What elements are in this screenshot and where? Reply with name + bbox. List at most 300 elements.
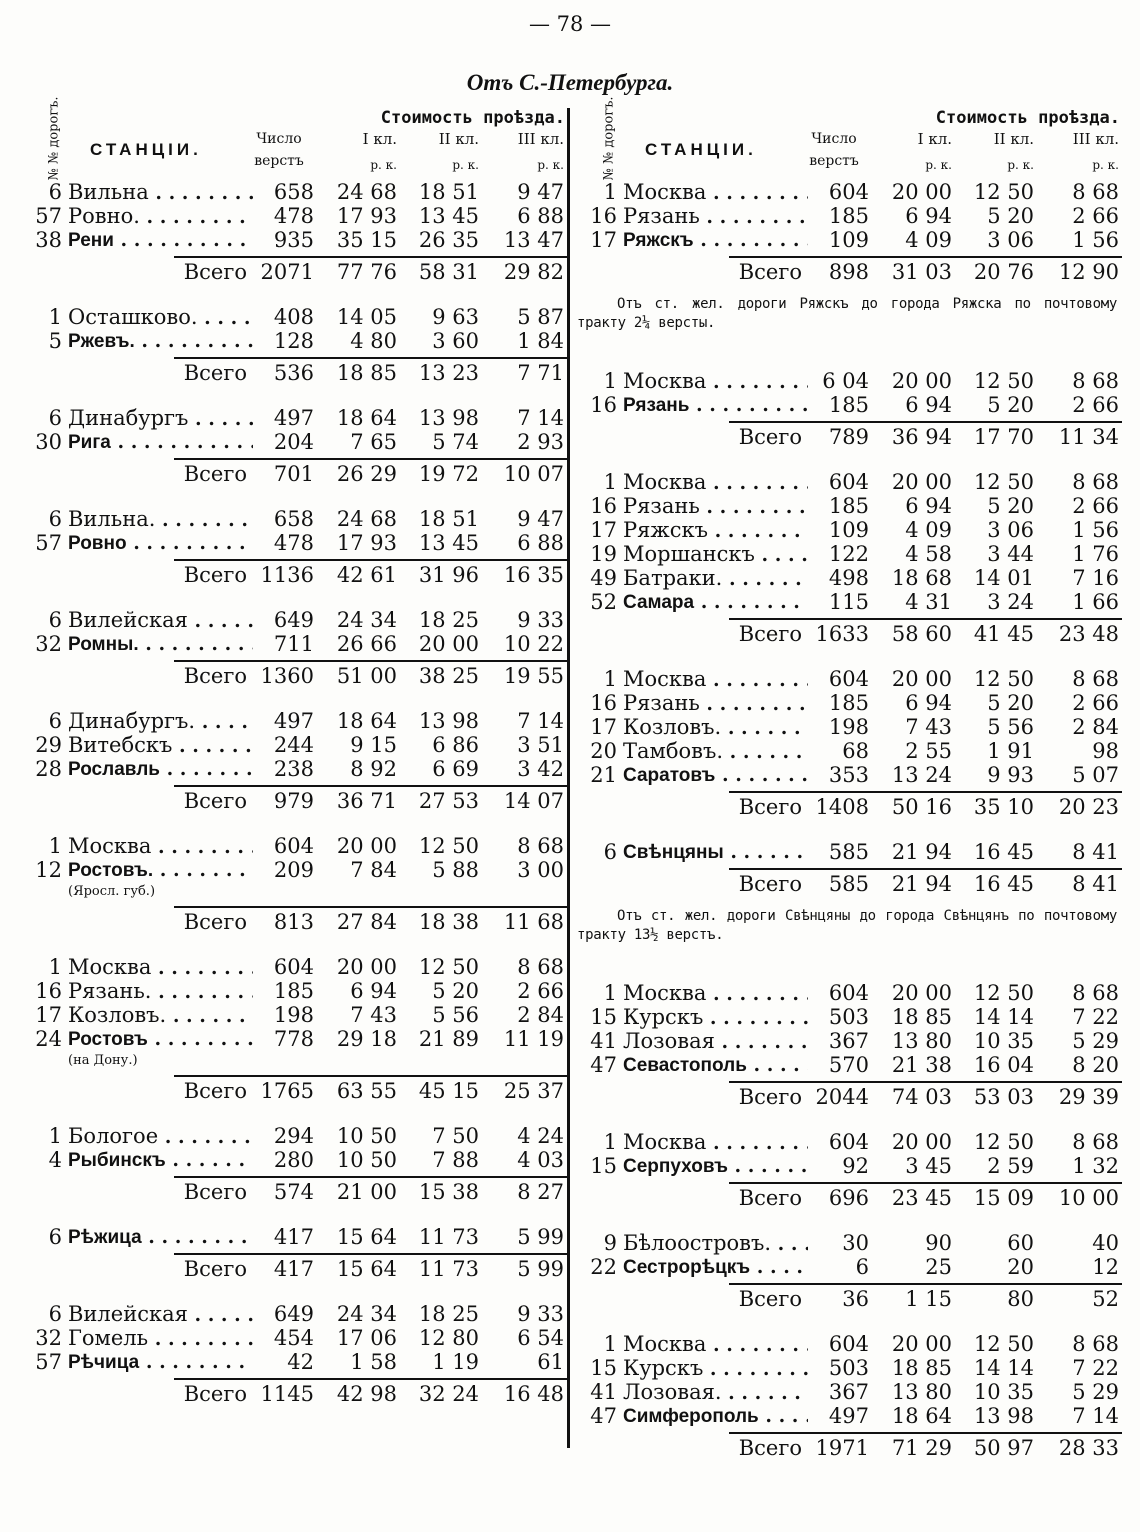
versts: 294	[273, 1124, 314, 1148]
total-versts: 696	[828, 1186, 869, 1210]
total-row	[729, 868, 1122, 901]
table-row	[577, 566, 1122, 590]
fare-class-2: 3 60	[432, 329, 479, 353]
fare-class-3: 1 56	[1072, 518, 1119, 542]
station-name: Козловъ. . . .	[68, 1003, 253, 1028]
fare-class-1: 18 85	[891, 1005, 952, 1029]
road-number: 5	[48, 329, 62, 353]
fare-class-3: 10 22	[503, 632, 564, 656]
station-name: Рязань . . .	[623, 494, 808, 519]
versts: 280	[273, 1148, 314, 1172]
table-header	[577, 96, 1122, 181]
road-number: 6	[48, 180, 62, 204]
total-label: Всего	[738, 622, 802, 646]
fare-class-2: 7 50	[432, 1124, 479, 1148]
table-row	[577, 1255, 1122, 1279]
total-label: Всего	[738, 1287, 802, 1311]
station-name: Курскъ . . .	[623, 1005, 808, 1030]
fare-class-3: 5 87	[517, 305, 564, 329]
fare-class-2: 18 25	[418, 608, 479, 632]
total-label: Всего	[738, 260, 802, 284]
fare-class-3: 1 56	[1072, 228, 1119, 252]
total-row	[729, 791, 1122, 824]
versts: 649	[273, 608, 314, 632]
total-class-1: 51 00	[336, 664, 397, 688]
total-class-3: 25 37	[503, 1079, 564, 1103]
total-versts: 979	[273, 789, 314, 813]
table-row	[22, 834, 567, 858]
table-row	[22, 1003, 567, 1027]
total-class-2: 17 70	[973, 425, 1034, 449]
road-number: 32	[35, 632, 62, 656]
total-label: Всего	[183, 462, 247, 486]
total-class-3: 10 07	[503, 462, 564, 486]
total-class-2: 45 15	[418, 1079, 479, 1103]
station-name: Динабургъ. . . .	[68, 709, 253, 734]
total-label: Всего	[738, 1085, 802, 1109]
class-header: II кл.	[438, 130, 479, 148]
table-row	[577, 715, 1122, 739]
rubles-kopeks-label: р. к.	[452, 158, 479, 172]
total-label: Всего	[738, 425, 802, 449]
versts: 128	[273, 329, 314, 353]
total-row	[729, 1432, 1122, 1465]
road-number: 6	[48, 1302, 62, 1326]
group-spacer	[22, 693, 567, 709]
route-group	[577, 981, 1122, 1130]
fare-class-3: 7 14	[517, 406, 564, 430]
group-spacer	[22, 1108, 567, 1124]
fare-class-3: 40	[1092, 1231, 1119, 1255]
route-group	[577, 840, 1122, 981]
fare-class-3: 4 24	[517, 1124, 564, 1148]
versts: 658	[273, 507, 314, 531]
fare-class-3: 9 47	[517, 507, 564, 531]
fare-class-3: 1 66	[1072, 590, 1119, 614]
fare-class-1: 24 34	[336, 1302, 397, 1326]
route-group	[22, 406, 567, 507]
versts: 367	[828, 1029, 869, 1053]
station-name: Ростовъ. . . .	[68, 858, 253, 883]
versts: 185	[273, 979, 314, 1003]
fare-class-2: 12 50	[973, 470, 1034, 494]
route-group	[22, 608, 567, 709]
route-note: Отъ ст. жел. дороги Ряжскъ до города Ряжска по почтовому тракту 2¼ версты.	[577, 296, 1117, 331]
total-label: Всего	[183, 1079, 247, 1103]
fare-class-1: 6 94	[905, 494, 952, 518]
versts: 6	[855, 1255, 869, 1279]
fare-class-3: 2 84	[1072, 715, 1119, 739]
table-row	[577, 739, 1122, 763]
versts: 408	[273, 305, 314, 329]
versts: 30	[842, 1231, 869, 1255]
station-name: Ровно . . .	[68, 531, 253, 556]
versts: 185	[828, 494, 869, 518]
total-class-1: 27 84	[336, 910, 397, 934]
fare-class-1: 17 93	[336, 204, 397, 228]
table-row	[577, 494, 1122, 518]
fare-class-1: 8 92	[350, 757, 397, 781]
fare-class-1: 4 09	[905, 228, 952, 252]
road-number: 1	[603, 180, 617, 204]
station-name: Ромны. . . .	[68, 632, 253, 657]
fare-class-3: 8 68	[1072, 369, 1119, 393]
fare-class-3: 7 22	[1072, 1005, 1119, 1029]
group-spacer	[577, 1465, 1122, 1481]
total-class-2: 58 31	[418, 260, 479, 284]
total-values	[577, 622, 1122, 646]
total-class-3: 8 27	[517, 1180, 564, 1204]
fare-class-1: 4 31	[905, 590, 952, 614]
road-number: 15	[590, 1154, 617, 1178]
route-group	[22, 955, 567, 1124]
station-name: Ржевъ. . . .	[68, 329, 253, 354]
total-versts: 789	[828, 425, 869, 449]
total-class-3: 23 48	[1058, 622, 1119, 646]
total-class-1: 50 16	[891, 795, 952, 819]
column-divider	[567, 108, 570, 1448]
total-row	[174, 1075, 567, 1108]
table-row	[22, 204, 567, 228]
total-label: Всего	[738, 1436, 802, 1460]
station-name: Бологое . . .	[68, 1124, 253, 1149]
table-row	[22, 180, 567, 204]
versts: 649	[273, 1302, 314, 1326]
route-group	[22, 1302, 567, 1427]
fare-class-2: 2 59	[987, 1154, 1034, 1178]
fare-class-2: 5 56	[432, 1003, 479, 1027]
total-row	[174, 660, 567, 693]
versts: 503	[828, 1356, 869, 1380]
fare-class-2: 14 14	[973, 1005, 1034, 1029]
road-number: 19	[590, 542, 617, 566]
total-class-3: 5 99	[517, 1257, 564, 1281]
fare-class-3: 6 54	[517, 1326, 564, 1350]
table-row	[22, 733, 567, 757]
fare-class-1: 20 00	[336, 955, 397, 979]
versts: 497	[828, 1404, 869, 1428]
group-spacer	[22, 1209, 567, 1225]
fare-class-3: 11 19	[503, 1027, 564, 1051]
route-group	[577, 369, 1122, 470]
total-class-3: 29 39	[1058, 1085, 1119, 1109]
fare-class-3: 1 76	[1072, 542, 1119, 566]
versts: 497	[273, 709, 314, 733]
total-class-1: 58 60	[891, 622, 952, 646]
fare-class-1: 6 94	[905, 204, 952, 228]
fare-class-3: 13 47	[503, 228, 564, 252]
total-values	[22, 462, 567, 486]
station-name: Лозовая . . .	[623, 1029, 808, 1054]
fare-class-3: 4 03	[517, 1148, 564, 1172]
total-label: Всего	[738, 795, 802, 819]
road-number: 6	[48, 608, 62, 632]
road-number: 1	[603, 1332, 617, 1356]
fare-class-2: 60	[1007, 1231, 1034, 1255]
versts: 604	[828, 1332, 869, 1356]
fare-class-2: 12 50	[973, 981, 1034, 1005]
table-row	[577, 1053, 1122, 1077]
page-title: Отъ С.-Петербурга.	[466, 70, 674, 95]
fare-class-1: 24 34	[336, 608, 397, 632]
total-class-1: 71 29	[891, 1436, 952, 1460]
table-row	[22, 608, 567, 632]
versts: 778	[273, 1027, 314, 1051]
total-row	[174, 1253, 567, 1286]
total-row	[174, 458, 567, 491]
total-label: Всего	[183, 1257, 247, 1281]
route-group	[22, 709, 567, 834]
fare-class-1: 6 94	[350, 979, 397, 1003]
fare-class-3: 6 88	[517, 204, 564, 228]
total-versts: 36	[842, 1287, 869, 1311]
table-row	[577, 1356, 1122, 1380]
fare-class-2: 5 88	[432, 858, 479, 882]
fare-class-3: 1 84	[517, 329, 564, 353]
fare-class-1: 10 50	[336, 1124, 397, 1148]
station-name: Осташково. . . .	[68, 305, 253, 330]
total-class-1: 74 03	[891, 1085, 952, 1109]
class-header: I кл.	[362, 130, 397, 148]
fare-class-2: 5 20	[432, 979, 479, 1003]
route-group	[577, 667, 1122, 840]
group-spacer	[22, 390, 567, 406]
fare-class-3: 8 68	[1072, 1130, 1119, 1154]
table-row	[22, 757, 567, 781]
table-row	[577, 180, 1122, 204]
fare-class-1: 10 50	[336, 1148, 397, 1172]
total-versts: 1360	[260, 664, 314, 688]
total-class-3: 16 35	[503, 563, 564, 587]
fare-class-1: 18 64	[336, 709, 397, 733]
rubles-kopeks-label: р. к.	[1092, 158, 1119, 172]
table-row	[577, 369, 1122, 393]
station-name: Москва . . .	[623, 470, 808, 495]
total-versts: 813	[273, 910, 314, 934]
total-class-2: 20 76	[973, 260, 1034, 284]
fare-class-2: 3 24	[987, 590, 1034, 614]
fare-class-1: 35 15	[336, 228, 397, 252]
fare-class-3: 2 66	[1072, 393, 1119, 417]
total-versts: 417	[273, 1257, 314, 1281]
station-name: Рязань. . . .	[68, 979, 253, 1004]
left-column	[22, 96, 567, 1427]
total-class-2: 16 45	[973, 872, 1034, 896]
fare-class-2: 13 98	[418, 406, 479, 430]
table-row	[577, 518, 1122, 542]
total-values	[577, 795, 1122, 819]
fare-class-2: 26 35	[418, 228, 479, 252]
fare-class-3: 2 66	[1072, 691, 1119, 715]
road-number: 1	[603, 470, 617, 494]
table-row	[577, 470, 1122, 494]
versts: 42	[287, 1350, 314, 1374]
fare-class-2: 5 20	[987, 393, 1034, 417]
total-row	[174, 785, 567, 818]
route-group	[22, 507, 567, 608]
road-number: 22	[590, 1255, 617, 1279]
versts: 478	[273, 531, 314, 555]
station-name: Витебскъ . . .	[68, 733, 253, 758]
road-number: 30	[35, 430, 62, 454]
group-spacer	[22, 1411, 567, 1427]
road-number: 6	[48, 406, 62, 430]
total-values	[22, 1382, 567, 1406]
fare-class-2: 5 20	[987, 691, 1034, 715]
versts: 711	[273, 632, 314, 656]
road-number: 49	[590, 566, 617, 590]
total-class-3: 12 90	[1058, 260, 1119, 284]
total-class-2: 38 25	[418, 664, 479, 688]
class-header: III кл.	[517, 130, 564, 148]
fare-class-1: 29 18	[336, 1027, 397, 1051]
rubles-kopeks-label: р. к.	[1007, 158, 1034, 172]
total-values	[22, 789, 567, 813]
station-name: Рязань . . .	[623, 204, 808, 229]
right-column	[577, 96, 1122, 1481]
table-row	[22, 430, 567, 454]
table-row	[22, 329, 567, 353]
total-class-1: 23 45	[891, 1186, 952, 1210]
total-values	[577, 1287, 1122, 1311]
total-row	[174, 906, 567, 939]
road-number: 21	[590, 763, 617, 787]
table-row	[22, 632, 567, 656]
total-label: Всего	[183, 664, 247, 688]
station-name: Рѣчица . . .	[68, 1350, 253, 1375]
road-number: 12	[35, 858, 62, 882]
station-name: Козловъ. . . .	[623, 715, 808, 740]
route-group	[577, 1130, 1122, 1231]
versts: 122	[828, 542, 869, 566]
total-versts: 2071	[260, 260, 314, 284]
fare-class-1: 20 00	[891, 180, 952, 204]
total-label: Всего	[738, 872, 802, 896]
total-class-2: 32 24	[418, 1382, 479, 1406]
fare-class-3: 2 93	[517, 430, 564, 454]
total-class-3: 11 68	[503, 910, 564, 934]
station-name: Саратовъ . . .	[623, 763, 808, 788]
table-row	[577, 763, 1122, 787]
fare-class-3: 61	[537, 1350, 564, 1374]
station-name: Ростовъ . . .	[68, 1027, 253, 1052]
fare-class-2: 12 50	[418, 955, 479, 979]
table-row	[22, 1350, 567, 1374]
total-class-2: 50 97	[973, 1436, 1034, 1460]
total-label: Всего	[738, 1186, 802, 1210]
total-class-3: 19 55	[503, 664, 564, 688]
versts-header	[799, 128, 869, 172]
table-row	[577, 1332, 1122, 1356]
fare-class-2: 18 25	[418, 1302, 479, 1326]
versts: 604	[828, 1130, 869, 1154]
group-spacer	[22, 592, 567, 608]
versts: 367	[828, 1380, 869, 1404]
fare-class-1: 4 58	[905, 542, 952, 566]
fare-class-1: 14 05	[336, 305, 397, 329]
table-row	[577, 228, 1122, 252]
road-number: 16	[590, 393, 617, 417]
total-row	[174, 1176, 567, 1209]
road-number: 1	[48, 1124, 62, 1148]
total-label: Всего	[183, 361, 247, 385]
total-label: Всего	[183, 1180, 247, 1204]
total-values	[577, 260, 1122, 284]
road-number: 57	[35, 204, 62, 228]
station-name: Батраки. . . .	[623, 566, 808, 591]
road-number: 47	[590, 1053, 617, 1077]
total-versts: 1971	[815, 1436, 869, 1460]
total-class-1: 36 94	[891, 425, 952, 449]
versts: 209	[273, 858, 314, 882]
fare-class-1: 18 64	[891, 1404, 952, 1428]
fare-class-3: 12	[1092, 1255, 1119, 1279]
versts-label-2: верстъ	[809, 153, 859, 169]
total-class-3: 52	[1092, 1287, 1119, 1311]
total-row	[174, 559, 567, 592]
table-row	[577, 1404, 1122, 1428]
table-row	[577, 981, 1122, 1005]
total-row	[729, 1081, 1122, 1114]
fare-class-2: 18 51	[418, 507, 479, 531]
station-name: Москва . . .	[623, 667, 808, 692]
versts: 68	[842, 739, 869, 763]
station-name: Москва . . .	[623, 1332, 808, 1357]
fare-class-3: 5 29	[1072, 1029, 1119, 1053]
fare-class-2: 3 44	[987, 542, 1034, 566]
total-class-2: 19 72	[418, 462, 479, 486]
fare-class-1: 3 45	[905, 1154, 952, 1178]
table-row	[577, 840, 1122, 864]
station-name: Вильна. . . .	[68, 507, 253, 532]
versts: 198	[273, 1003, 314, 1027]
versts: 935	[273, 228, 314, 252]
fare-class-1: 2 55	[905, 739, 952, 763]
fare-class-3: 1 32	[1072, 1154, 1119, 1178]
total-class-1: 36 71	[336, 789, 397, 813]
fare-class-2: 10 35	[973, 1029, 1034, 1053]
versts: 204	[273, 430, 314, 454]
road-number-header	[22, 96, 64, 181]
total-label: Всего	[183, 260, 247, 284]
station-name: Москва . . .	[623, 1130, 808, 1155]
road-number: 16	[590, 494, 617, 518]
versts: 604	[273, 834, 314, 858]
total-class-3: 7 71	[517, 361, 564, 385]
station-name: Рыбинскъ . . .	[68, 1148, 253, 1173]
fare-class-1: 20 00	[891, 1130, 952, 1154]
road-number: 17	[590, 715, 617, 739]
station-name: Севастополь . . .	[623, 1053, 808, 1078]
station-name: Рени . . .	[68, 228, 253, 253]
total-versts: 574	[273, 1180, 314, 1204]
fare-class-2: 11 73	[418, 1225, 479, 1249]
fare-class-2: 10 35	[973, 1380, 1034, 1404]
road-number: 1	[48, 305, 62, 329]
fare-class-1: 4 09	[905, 518, 952, 542]
table-row	[22, 1225, 567, 1249]
road-number: 20	[590, 739, 617, 763]
cost-header: Стоимость проѣзда.	[380, 108, 565, 128]
road-number: 1	[603, 981, 617, 1005]
table-row	[577, 590, 1122, 614]
total-versts: 2044	[815, 1085, 869, 1109]
table-row	[22, 507, 567, 531]
table-row	[22, 955, 567, 979]
route-group	[577, 1332, 1122, 1481]
fare-class-2: 14 14	[973, 1356, 1034, 1380]
total-row	[729, 618, 1122, 651]
